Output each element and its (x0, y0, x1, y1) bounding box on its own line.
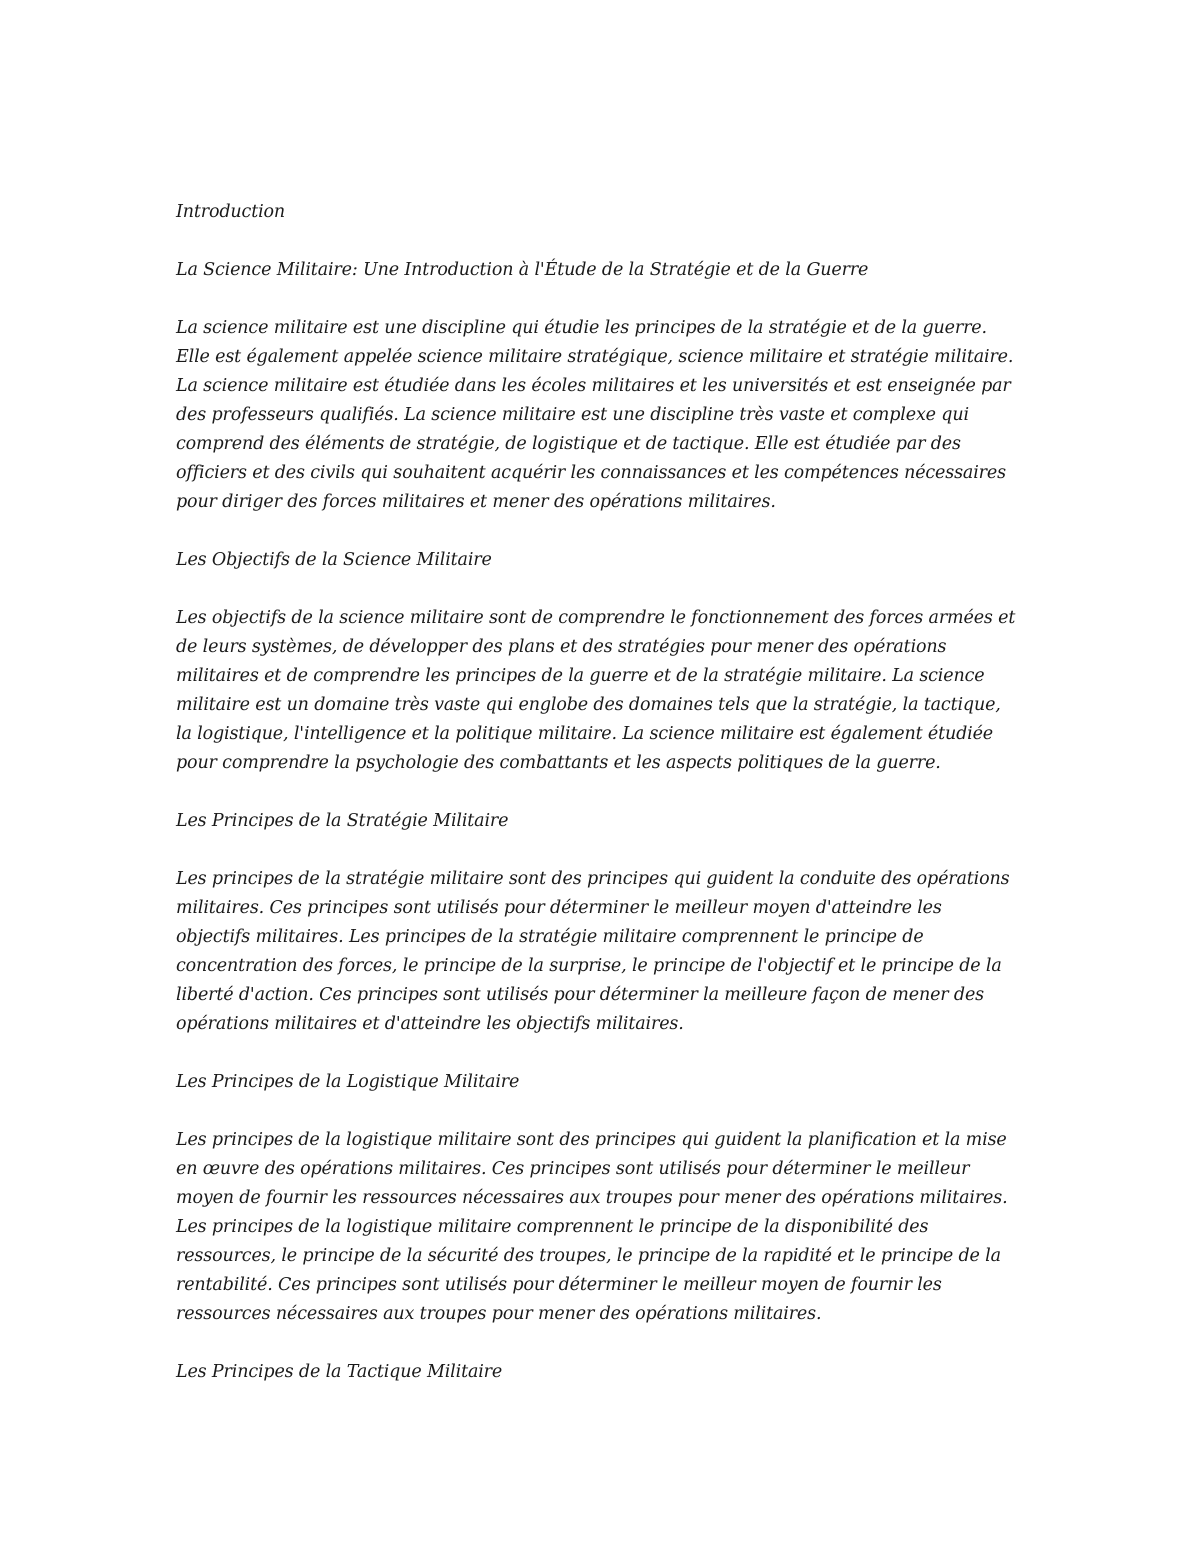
paragraph-line: Les objectifs de la science militaire sont de comprendre le fonctionnement des forces armées et (176, 608, 1016, 628)
paragraph-line: la logistique, l'intelligence et la politique militaire. La science militaire est également étudiée (176, 724, 993, 744)
paragraph-line: militaires et de comprendre les principes de la guerre et de la stratégie militaire. La science (176, 666, 985, 686)
paragraph-gap (176, 575, 1036, 604)
paragraph-gap (176, 1039, 1036, 1068)
paragraph-objectifs (176, 604, 1036, 778)
paragraph-gap (176, 836, 1036, 865)
paragraph-strategie (176, 865, 1036, 1039)
paragraph-line: liberté d'action. Ces principes sont utilisés pour déterminer la meilleure façon de mener des (176, 985, 985, 1005)
paragraph-gap (176, 778, 1036, 807)
section-heading-logistique: Les Principes de la Logistique Militaire (176, 1072, 520, 1092)
document-title: La Science Militaire: Une Introduction à l'Étude de la Stratégie et de la Guerre (176, 260, 869, 280)
document-body (176, 198, 1036, 1387)
paragraph-line: en œuvre des opérations militaires. Ces principes sont utilisés pour déterminer le meilleur (176, 1159, 970, 1179)
paragraph-line: ressources, le principe de la sécurité des troupes, le principe de la rapidité et le principe de la (176, 1246, 1001, 1266)
paragraph-line: moyen de fournir les ressources nécessaires aux troupes pour mener des opérations militaires. (176, 1188, 1008, 1208)
paragraph-line: rentabilité. Ces principes sont utilisés pour déterminer le meilleur moyen de fournir les (176, 1275, 942, 1295)
paragraph-gap (176, 285, 1036, 314)
paragraph-line: officiers et des civils qui souhaitent acquérir les connaissances et les compétences nécessaires (176, 463, 1006, 483)
paragraph-line: militaire est un domaine très vaste qui englobe des domaines tels que la stratégie, la tactique, (176, 695, 1001, 715)
paragraph-logistique (176, 1126, 1036, 1329)
paragraph-line: concentration des forces, le principe de la surprise, le principe de l'objectif et le principe de la (176, 956, 1002, 976)
paragraph-line: Les principes de la stratégie militaire sont des principes qui guident la conduite des opérations (176, 869, 1010, 889)
paragraph-line: des professeurs qualifiés. La science militaire est une discipline très vaste et complexe qui (176, 405, 969, 425)
paragraph-line: pour comprendre la psychologie des combattants et les aspects politiques de la guerre. (176, 753, 941, 773)
section-heading-introduction: Introduction (176, 202, 286, 222)
paragraph-line: comprend des éléments de stratégie, de logistique et de tactique. Elle est étudiée par des (176, 434, 961, 454)
paragraph-line: militaires. Ces principes sont utilisés pour déterminer le meilleur moyen d'atteindre les (176, 898, 942, 918)
paragraph-line: Les principes de la logistique militaire comprennent le principe de la disponibilité des (176, 1217, 929, 1237)
paragraph-intro (176, 314, 1036, 517)
paragraph-line: objectifs militaires. Les principes de la stratégie militaire comprennent le principe de (176, 927, 924, 947)
paragraph-gap (176, 1097, 1036, 1126)
paragraph-line: pour diriger des forces militaires et mener des opérations militaires. (176, 492, 776, 512)
paragraph-gap (176, 1329, 1036, 1358)
paragraph-line: de leurs systèmes, de développer des plans et des stratégies pour mener des opérations (176, 637, 947, 657)
section-heading-strategie: Les Principes de la Stratégie Militaire (176, 811, 509, 831)
section-heading-objectifs: Les Objectifs de la Science Militaire (176, 550, 492, 570)
paragraph-line: ressources nécessaires aux troupes pour mener des opérations militaires. (176, 1304, 822, 1324)
paragraph-line: La science militaire est une discipline qui étudie les principes de la stratégie et de la guerre. (176, 318, 987, 338)
paragraph-gap (176, 227, 1036, 256)
paragraph-line: Elle est également appelée science militaire stratégique, science militaire et stratégie militaire. (176, 347, 1014, 367)
paragraph-line: La science militaire est étudiée dans les écoles militaires et les universités et est enseignée par (176, 376, 1011, 396)
paragraph-line: opérations militaires et d'atteindre les objectifs militaires. (176, 1014, 684, 1034)
paragraph-line: Les principes de la logistique militaire sont des principes qui guident la planification et la mise (176, 1130, 1007, 1150)
section-heading-tactique: Les Principes de la Tactique Militaire (176, 1362, 503, 1382)
paragraph-gap (176, 517, 1036, 546)
